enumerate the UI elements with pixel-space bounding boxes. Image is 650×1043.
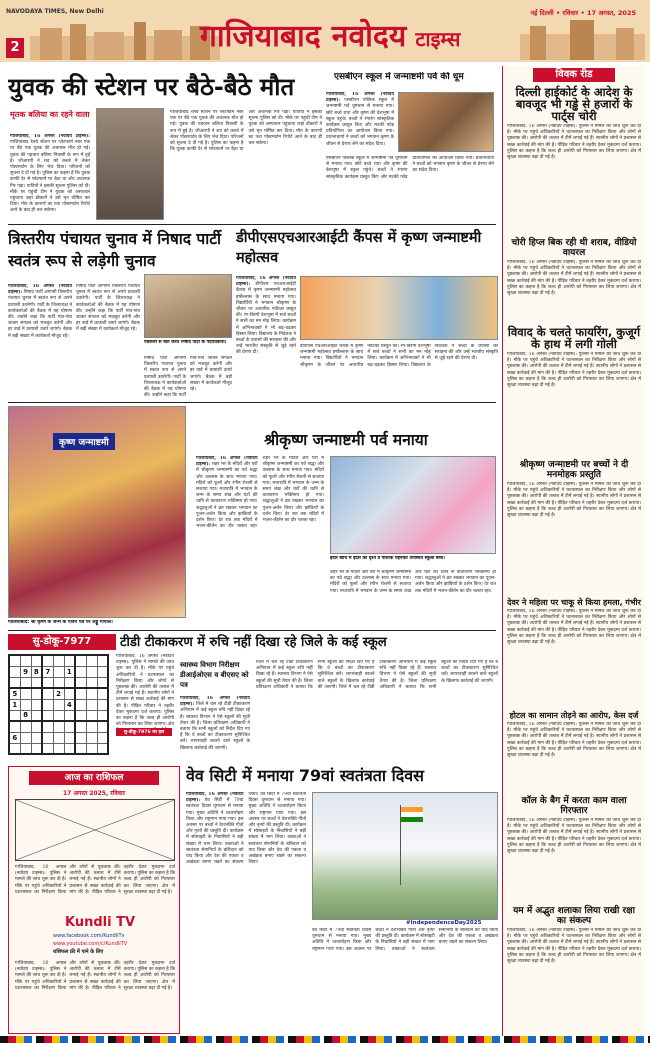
sudoku-cell [86, 655, 97, 666]
sudoku-cell [64, 721, 75, 732]
sidebar-story-2-body: गाजियाबाद, 16 अगस्त (नवोदय टाइम्स): पुलिस ने मामले की जांच शुरू कर दी है। मौके पर पहुंचे अधिकारियों ने घटनास्थल का निरीक्षण किया और लोगों से पूछताछ की। आरोपी की तलाश में टीमें लगाई गई हैं। स्थानीय लोगों ने प्रशासन से सख्त कार्रवाई की मांग की है। पीड़ित परिवार ने तहरीर देकर मुकदमा दर्ज कराया। पुलिस का कहना है कि जल्द ही आरोपी को गिरफ्तार कर लिया जाएगा। क्षेत्र में सुरक्षा व्यवस्था बढ़ा दी गई है। [507, 260, 641, 297]
rashifal-title: आज का राशिफल [29, 771, 159, 785]
divider [8, 224, 496, 225]
sudoku-cell [75, 710, 86, 721]
sudoku-cell [75, 677, 86, 688]
sudoku-cell [20, 677, 31, 688]
janmashtami-caption-left: गाजियाबाद: श्री कृष्ण के जन्म के पावन पर्व पर लड्डू गोपाल। [8, 620, 113, 625]
sudoku-cell [53, 721, 64, 732]
school-body-2 [326, 156, 494, 222]
sudoku-cell [64, 732, 75, 743]
kundli-facebook[interactable]: www.facebook.com/KundliTv [53, 933, 125, 939]
sudoku-title: सु-डोकू-7977 [8, 634, 116, 650]
sudoku-cell [31, 655, 42, 666]
sudoku-cell [64, 710, 75, 721]
sudoku-cell [86, 732, 97, 743]
panchayat-body [8, 284, 72, 396]
sudoku-cell [86, 710, 97, 721]
td-dateline: गाजियाबाद, 16 अगस्त (नवोदय टाइम्स): [180, 696, 250, 708]
janmashtami-photo-2 [330, 456, 496, 554]
janmashtami-headline: श्रीकृष्ण जन्माष्टमी पर्व मनाया [264, 431, 428, 449]
sudoku-cell [20, 732, 31, 743]
independence-dateline: गाजियाबाद, 16 अगस्त (नवोदय टाइम्स): [186, 792, 244, 804]
sudoku-cell [42, 688, 53, 699]
rashifal-date: 17 अगस्त 2025, रविवार [63, 790, 125, 797]
janmashtami-body-2 [330, 570, 496, 626]
sudoku-cell: 8 [31, 666, 42, 677]
td-body [180, 696, 250, 760]
sudoku-cell [9, 677, 20, 688]
sudoku-answer-badge: सु-डोकू-7976 का हल [116, 728, 172, 736]
janmashtami-body-text-2: शहर भर के मंदिरों और घरों में श्रीकृष्ण जन्माष्टमी का पर्व श्रद्धा और उल्लास के साथ मनाया गया। मंदिरों को फूलों और रंगीन रोशनी से सजाया गया। मध्यरात्रि में भगवान के जन्म के समय शंख और घंटों की ध्वनि से वातावरण भक्तिमय हो गया। श्रद्धालुओं ने व्रत रखकर भगवान का पूजन-अर्चन किया और झांकियों के दर्शन किए। देर रात तक मंदिरों में भजन-कीर्तन का दौर चलता रहा। [330, 570, 496, 594]
school-body-text: एसबीएन पब्लिक स्कूल में जन्माष्टमी पर्व धूमधाम से मनाया गया। छोटे बच्चे राधा और कृष्ण की वेशभूषा में स्कूल पहुंचे। बच्चों ने रंगारंग सांस्कृतिक कार्यक्रम प्रस्तुत किए और मटकी फोड़ प्रतियोगिता का आयोजन किया गया। प्रधानाचार्या ने बच्चों को भगवान कृष्ण के जीवन से प्रेरणा लेने का संदेश दिया। [326, 98, 394, 147]
sudoku-cell [42, 721, 53, 732]
td-body-text-3: जिले में चल रहे टीडी टीकाकरण अभियान में कई स्कूल रुचि नहीं दिखा रहे हैं। स्वास्थ्य विभाग ने ऐसे स्कूलों की सूची तैयार की है। जिला प्रतिरक्षण अधिकारी ने बताया कि सभी स्कूलों को निर्देश दिए गए हैं कि वे बच्चों का टीकाकरण सुनिश्चित करें। लापरवाही बरतने वाले स्कूलों के खिलाफ कार्रवाई की जाएगी। [338, 660, 498, 690]
independence-body [186, 792, 306, 1032]
school-dateline: गाजियाबाद, 16 अगस्त (नवोदय टाइम्स): [326, 92, 394, 104]
sidebar-story-7-head: कॉल के बैग में करता काम वाला गिरफ्तार [521, 796, 627, 816]
janmashtami-body-text: शहर भर के मंदिरों और घरों में श्रीकृष्ण जन्माष्टमी का पर्व श्रद्धा और उल्लास के साथ मनाया गया। मंदिरों को फूलों और रंगीन रोशनी से सजाया गया। मध्यरात्रि में भगवान के जन्म के समय शंख और घंटों की ध्वनि से वातावरण भक्तिमय हो गया। श्रद्धालुओं ने व्रत रखकर भगवान का पूजन-अर्चन किया और झांकियों के दर्शन किए। देर रात तक मंदिरों में भजन-कीर्तन का दौर चलता रहा। [196, 462, 258, 530]
sudoku-row [9, 666, 108, 677]
sudoku-cell: 5 [9, 688, 20, 699]
sudoku-cell: 1 [9, 699, 20, 710]
td-body-text: जिले में चल रहे टीडी टीकाकरण अभियान में कई स्कूल रुचि नहीं दिखा रहे हैं। स्वास्थ्य विभाग ने ऐसे स्कूलों की सूची तैयार की है। जिला प्रतिरक्षण अधिकारी ने बताया कि सभी स्कूलों को निर्देश दिए गए हैं कि वे बच्चों का टीकाकरण सुनिश्चित करें। लापरवाही बरतने वाले स्कूलों के खिलाफ कार्रवाई की जाएगी। [180, 702, 250, 751]
sudoku-cell [9, 743, 20, 754]
school-body-text-2: एसबीएन पब्लिक स्कूल में जन्माष्टमी पर्व धूमधाम से मनाया गया। छोटे बच्चे राधा और कृष्ण की वेशभूषा में स्कूल पहुंचे। बच्चों ने रंगारंग सांस्कृतिक कार्यक्रम प्रस्तुत किए और मटकी फोड़ प्रतियोगिता का आयोजन किया गया। प्रधानाचार्या ने बच्चों को भगवान कृष्ण के जीवन से प्रेरणा लेने का संदेश दिया। [326, 156, 494, 180]
masthead-title [200, 14, 460, 58]
sidebar-story-5-head: देवर ने महिला पर चाकू से किया हमला, गंभीर [507, 598, 641, 607]
sudoku-cell: 2 [53, 688, 64, 699]
lead-body-text-cont: गाजियाबाद रेलवे स्टेशन पर प्लेटफार्म नंबर एक पर बैठे एक युवक की अचानक मौत हो गई। युवक की पहचान बलिया निवासी के रूप में हुई है। जीआरपी ने शव को कब्जे में लेकर पोस्टमार्टम के लिए भेज दिया। परिजनों को सूचना दे दी गई है। पुलिस का कहना है कि युवक काफी देर से प्लेटफार्म पर बैठा था और अचानक गिर पड़ा। यात्रियों ने इसकी सूचना पुलिस को दी। मौके पर पहुंची टीम ने युवक को अस्पताल पहुंचाया जहां डॉक्टरों ने उसे मृत घोषित कर दिया। मौत के कारणों का पता पोस्टमार्टम रिपोर्ट आने के बाद ही चल सकेगा। [170, 110, 322, 153]
sidebar-story-8-head: यम में अद्भुत शलाका लिया राखी रक्षा का संकल्प [513, 906, 635, 926]
sudoku-row [9, 721, 108, 732]
janmashtami-dateline: गाजियाबाद, 16 अगस्त (नवोदय टाइम्स): [196, 456, 258, 468]
sudoku-cell [64, 655, 75, 666]
panchayat-body-3 [144, 356, 232, 400]
independence-body-text: वेव सिटी में 79वां स्वतंत्रता दिवस धूमधाम से मनाया गया। मुख्य अतिथि ने ध्वजारोहण किया और राष्ट्रगान गाया गया। इस अवसर पर बच्चों ने देशभक्ति गीतों और नृत्यों की प्रस्तुति दी। कार्यक्रम में सोसाइटी के निवासियों ने बड़ी संख्या में भाग लिया। वक्ताओं ने स्वतंत्रता सेनानियों के बलिदान को याद किया और देश की एकता व अखंडता बनाए रखने का संकल्प लिया। [186, 792, 259, 866]
td-subhead: स्वास्थ्य विभाग निरीक्षण डीआईओएस व बीएसए को पत्र [180, 661, 249, 689]
sudoku-cell [97, 655, 108, 666]
sudoku-cell [53, 655, 64, 666]
sidebar-story-6-body: गाजियाबाद, 16 अगस्त (नवोदय टाइम्स): पुलिस ने मामले की जांच शुरू कर दी है। मौके पर पहुंचे अधिकारियों ने घटनास्थल का निरीक्षण किया और लोगों से पूछताछ की। आरोपी की तलाश में टीमें लगाई गई हैं। स्थानीय लोगों ने प्रशासन से सख्त कार्रवाई की मांग की है। पीड़ित परिवार ने तहरीर देकर मुकदमा दर्ज कराया। पुलिस का कहना है कि जल्द ही आरोपी को गिरफ्तार कर लिया जाएगा। क्षेत्र में सुरक्षा व्यवस्था बढ़ा दी गई है। [507, 722, 641, 759]
sudoku-cell [97, 743, 108, 754]
sudoku-cell [75, 699, 86, 710]
panchayat-dateline: गाजियाबाद, 16 अगस्त (नवोदय टाइम्स): [8, 284, 72, 296]
sudoku-row [9, 732, 108, 743]
sudoku-cell: 9 [20, 666, 31, 677]
rashifal-box [8, 766, 180, 1034]
td-headline: टीडी टीकाकरण में रुचि नहीं दिखा रहे जिले के कई स्कूल [120, 635, 387, 650]
sudoku-cell [31, 677, 42, 688]
lead-subhead: मृतक बलिया का रहने वाला [10, 110, 90, 119]
sudoku-cell: 7 [42, 666, 53, 677]
sudoku-cell [75, 688, 86, 699]
sudoku-cell [97, 677, 108, 688]
sudoku-cell [53, 666, 64, 677]
panchayat-photo [144, 274, 232, 338]
sudoku-cell [53, 677, 64, 688]
sudoku-cell [31, 710, 42, 721]
sudoku-row [9, 710, 108, 721]
sudoku-grid [8, 654, 109, 755]
sudoku-cell [20, 655, 31, 666]
panchayat-caption: पत्रकारों से बात करते निषाद पार्टी के पदाधिकारी। [144, 340, 227, 345]
school-headline: एसबीएन स्कूल में जन्माष्टमी पर्व की धूम [334, 72, 464, 82]
divider [8, 630, 496, 631]
masthead-top-left: NAVODAYA TIMES, New Delhi [6, 8, 104, 15]
masthead-date: नई दिल्ली • रविवार • 17 अगस्त, 2025 [530, 9, 636, 17]
masthead [0, 0, 650, 62]
sudoku-cell [75, 655, 86, 666]
print-registration-strip [0, 1036, 650, 1043]
dps-photo [300, 276, 498, 340]
sudoku-cell [64, 743, 75, 754]
sudoku-cell [42, 732, 53, 743]
independence-body-text-2: वेव सिटी में 79वां स्वतंत्रता दिवस धूमधाम से मनाया गया। मुख्य अतिथि ने ध्वजारोहण किया और राष्ट्रगान गाया गया। इस अवसर पर बच्चों ने देशभक्ति गीतों और नृत्यों की प्रस्तुति दी। कार्यक्रम में सोसाइटी के निवासियों ने बड़ी संख्या में भाग लिया। वक्ताओं ने स्वतंत्रता सेनानियों के बलिदान को याद किया और देश की एकता व अखंडता बनाए रखने का संकल्प लिया। [312, 928, 498, 952]
sudoku-cell: 6 [9, 732, 20, 743]
flag-pole [400, 805, 401, 885]
td-body-text-2: जिले में चल रहे टीडी टीकाकरण अभियान में कई स्कूल रुचि नहीं दिखा रहे हैं। स्वास्थ्य विभाग ने ऐसे स्कूलों की सूची तैयार की है। जिला प्रतिरक्षण अधिकारी ने बताया कि सभी स्कूलों को निर्देश दिए गए हैं कि वे बच्चों का टीकाकरण सुनिश्चित करें। लापरवाही बरतने वाले स्कूलों के खिलाफ कार्रवाई की जाएगी। [256, 660, 375, 690]
sudoku-row [9, 699, 108, 710]
sudoku-cell [53, 699, 64, 710]
sidebar-story-1-head: दिल्ली हाईकोर्ट के आदेश के बावजूद भी गड्ढे से हजारों के पार्ट्स चोरी [515, 85, 633, 123]
sudoku-cell [97, 732, 108, 743]
dps-body [236, 276, 296, 400]
sidebar-story-4-head: श्रीकृष्ण जन्माष्टमी पर बच्चों ने दी मनमोहक प्रस्तुति [519, 460, 629, 480]
school-body [326, 92, 394, 152]
sudoku-row [9, 688, 108, 699]
sudoku-cell [20, 688, 31, 699]
janmashtami-body-text-b: शहर भर के मंदिरों और घरों में श्रीकृष्ण जन्माष्टमी का पर्व श्रद्धा और उल्लास के साथ मनाया गया। मंदिरों को फूलों और रंगीन रोशनी से सजाया गया। मध्यरात्रि में भगवान के जन्म के समय शंख और घंटों की ध्वनि से वातावरण भक्तिमय हो गया। श्रद्धालुओं ने व्रत रखकर भगवान का पूजन-अर्चन किया और झांकियों के दर्शन किए। देर रात तक मंदिरों में भजन-कीर्तन का दौर चलता रहा। [262, 456, 324, 524]
sudoku-cell [53, 743, 64, 754]
sudoku-cell [31, 732, 42, 743]
sudoku-cell [86, 743, 97, 754]
sudoku-cell [31, 699, 42, 710]
sudoku-cell [42, 710, 53, 721]
sudoku-cell [42, 699, 53, 710]
independence-body-text-b: वेव सिटी में 79वां स्वतंत्रता दिवस धूमधाम से मनाया गया। मुख्य अतिथि ने ध्वजारोहण किया और राष्ट्रगान गाया गया। इस अवसर पर बच्चों ने देशभक्ति गीतों और नृत्यों की प्रस्तुति दी। कार्यक्रम में सोसाइटी के निवासियों ने बड़ी संख्या में भाग लिया। वक्ताओं ने स्वतंत्रता सेनानियों के बलिदान को याद किया और देश की एकता व अखंडता बनाए रखने का संकल्प लिया। [248, 792, 306, 866]
masthead-times: टाइम्स [415, 27, 461, 51]
sudoku-row [9, 677, 108, 688]
page-number: 2 [6, 38, 24, 58]
sudoku-cell [86, 677, 97, 688]
sudoku-cell [97, 688, 108, 699]
sidebar-story-8-body: गाजियाबाद, 16 अगस्त (नवोदय टाइम्स): पुलिस ने मामले की जांच शुरू कर दी है। मौके पर पहुंचे अधिकारियों ने घटनास्थल का निरीक्षण किया और लोगों से पूछताछ की। आरोपी की तलाश में टीमें लगाई गई हैं। स्थानीय लोगों ने प्रशासन से सख्त कार्रवाई की मांग की है। पीड़ित परिवार ने तहरीर देकर मुकदमा दर्ज कराया। पुलिस का कहना है कि जल्द ही आरोपी को गिरफ्तार कर लिया जाएगा। क्षेत्र में सुरक्षा व्यवस्था बढ़ा दी गई है। [507, 928, 641, 965]
rashifal-chart [15, 799, 175, 861]
sidebar [502, 66, 645, 1036]
sudoku-cell [86, 688, 97, 699]
kundli-logo: Kundli TV [65, 915, 136, 930]
janmashtami-body [196, 456, 324, 626]
flag [401, 807, 423, 822]
sudoku-instructions [116, 654, 174, 730]
sudoku-cell [86, 666, 97, 677]
sidebar-story-3-head: विवाद के चलते फायरिंग, कुजूर्ग के हाथ में लगी गोली [507, 325, 641, 351]
sudoku-cell [75, 721, 86, 732]
sudoku-row [9, 655, 108, 666]
sidebar-story-6-head: होटल का सामान तोड़ने का आरोप, केस दर्ज [509, 711, 639, 720]
city-skyline-illustration [30, 20, 220, 60]
sidebar-story-7-body: गाजियाबाद, 16 अगस्त (नवोदय टाइम्स): पुलिस ने मामले की जांच शुरू कर दी है। मौके पर पहुंचे अधिकारियों ने घटनास्थल का निरीक्षण किया और लोगों से पूछताछ की। आरोपी की तलाश में टीमें लगाई गई हैं। स्थानीय लोगों ने प्रशासन से सख्त कार्रवाई की मांग की है। पीड़ित परिवार ने तहरीर देकर मुकदमा दर्ज कराया। पुलिस का कहना है कि जल्द ही आरोपी को गिरफ्तार कर लिया जाएगा। क्षेत्र में सुरक्षा व्यवस्था बढ़ा दी गई है। [507, 818, 641, 855]
sudoku-cell [42, 743, 53, 754]
sudoku-cell [9, 710, 20, 721]
dps-headline: डीपीएसएचआरआईटी कैंपस में कृष्ण जन्माष्टमी महोत्सव [236, 230, 482, 266]
sudoku-cell [42, 677, 53, 688]
independence-body-2 [312, 928, 498, 1034]
sidebar-story-4-body: गाजियाबाद, 16 अगस्त (नवोदय टाइम्स): पुलिस ने मामले की जांच शुरू कर दी है। मौके पर पहुंचे अधिकारियों ने घटनास्थल का निरीक्षण किया और लोगों से पूछताछ की। आरोपी की तलाश में टीमें लगाई गई हैं। स्थानीय लोगों ने प्रशासन से सख्त कार्रवाई की मांग की है। पीड़ित परिवार ने तहरीर देकर मुकदमा दर्ज कराया। पुलिस का कहना है कि जल्द ही आरोपी को गिरफ्तार कर लिया जाएगा। क्षेत्र में सुरक्षा व्यवस्था बढ़ा दी गई है। [507, 482, 641, 519]
sudoku-cell [42, 655, 53, 666]
sidebar-story-5-body: गाजियाबाद, 16 अगस्त (नवोदय टाइम्स): पुलिस ने मामले की जांच शुरू कर दी है। मौके पर पहुंचे अधिकारियों ने घटनास्थल का निरीक्षण किया और लोगों से पूछताछ की। आरोपी की तलाश में टीमें लगाई गई हैं। स्थानीय लोगों ने प्रशासन से सख्त कार्रवाई की मांग की है। पीड़ित परिवार ने तहरीर देकर मुकदमा दर्ज कराया। पुलिस का कहना है कि जल्द ही आरोपी को गिरफ्तार कर लिया जाएगा। क्षेत्र में सुरक्षा व्यवस्था बढ़ा दी गई है। [507, 609, 641, 646]
dps-dateline: गाजियाबाद, 16 अगस्त (नवोदय टाइम्स): [236, 276, 296, 288]
sudoku-cell: 1 [64, 666, 75, 677]
sudoku-instructions-text: गाजियाबाद, 16 अगस्त (नवोदय टाइम्स): पुलिस ने मामले की जांच शुरू कर दी है। मौके पर पहुंचे अधिकारियों ने घटनास्थल का निरीक्षण किया और लोगों से पूछताछ की। आरोपी की तलाश में टीमें लगाई गई हैं। स्थानीय लोगों ने प्रशासन से सख्त कार्रवाई की मांग की है। पीड़ित परिवार ने तहरीर देकर मुकदमा दर्ज कराया। पुलिस का कहना है कि जल्द ही आरोपी को गिरफ्तार कर लिया जाएगा। क्षेत्र [116, 654, 174, 728]
rashifal-body-text-2: गाजियाबाद, 16 अगस्त (नवोदय टाइम्स): पुलिस ने मामले की जांच शुरू कर दी है। मौके पर पहुंचे अधिकारियों ने घटनास्थल का निरीक्षण किया और लोगों से पूछताछ की। आरोपी की तलाश में टीमें लगाई गई हैं। स्थानीय लोगों ने प्रशासन से सख्त कार्रवाई की मांग की है। पीड़ित परिवार ने तहरीर देकर मुकदमा दर्ज कराया। पुलिस का कहना है कि जल्द ही आरोपी को गिरफ्तार कर लिया जाएगा। क्षेत्र में सुरक्षा व्यवस्था बढ़ा दी गई है। [15, 961, 175, 991]
sudoku-cell [97, 710, 108, 721]
rashifal-body-text: गाजियाबाद, 16 अगस्त (नवोदय टाइम्स): पुलिस ने मामले की जांच शुरू कर दी है। मौके पर पहुंचे अधिकारियों ने घटनास्थल का निरीक्षण किया और लोगों से पूछताछ की। आरोपी की तलाश में टीमें लगाई गई हैं। स्थानीय लोगों ने प्रशासन से सख्त कार्रवाई की मांग की है। पीड़ित परिवार ने तहरीर देकर मुकदमा दर्ज कराया। पुलिस का कहना है कि जल्द ही आरोपी को गिरफ्तार कर लिया जाएगा। क्षेत्र में सुरक्षा व्यवस्था बढ़ा दी गई है। [15, 865, 175, 895]
sudoku-cell [53, 710, 64, 721]
rashifal-body-2 [15, 961, 175, 1031]
sudoku-cell [31, 743, 42, 754]
lead-dateline: गाजियाबाद, 16 अगस्त (नवोदय टाइम्स): [10, 134, 90, 139]
sudoku-cell [86, 699, 97, 710]
sidebar-story-3-body: गाजियाबाद, 16 अगस्त (नवोदय टाइम्स): पुलिस ने मामले की जांच शुरू कर दी है। मौके पर पहुंचे अधिकारियों ने घटनास्थल का निरीक्षण किया और लोगों से पूछताछ की। आरोपी की तलाश में टीमें लगाई गई हैं। स्थानीय लोगों ने प्रशासन से सख्त कार्रवाई की मांग की है। पीड़ित परिवार ने तहरीर देकर मुकदमा दर्ज कराया। पुलिस का कहना है कि जल्द ही आरोपी को गिरफ्तार कर लिया जाएगा। क्षेत्र में सुरक्षा व्यवस्था बढ़ा दी गई है। [507, 352, 641, 389]
dps-body-2 [300, 344, 498, 400]
sudoku-cell [53, 732, 64, 743]
janmashtami-photo [8, 406, 186, 618]
sidebar-story-1-body: गाजियाबाद, 16 अगस्त (नवोदय टाइम्स): पुलिस ने मामले की जांच शुरू कर दी है। मौके पर पहुंचे अधिकारियों ने घटनास्थल का निरीक्षण किया और लोगों से पूछताछ की। आरोपी की तलाश में टीमें लगाई गई हैं। स्थानीय लोगों ने प्रशासन से सख्त कार्रवाई की मांग की है। पीड़ित परिवार ने तहरीर देकर मुकदमा दर्ज कराया। पुलिस का कहना है कि जल्द ही आरोपी को गिरफ्तार कर लिया जाएगा। क्षेत्र में सुरक्षा व्यवस्था बढ़ा दी गई है। [507, 124, 641, 161]
panchayat-body-2 [76, 284, 140, 396]
panchayat-headline: त्रिस्तरीय पंचायत चुनाव में निषाद पार्टी स्वतंत्र रूप से लड़ेगी चुनाव [8, 230, 222, 270]
kundli-youtube[interactable]: www.youtube.com/c/KundliTV [53, 941, 128, 947]
independence-hashtag: #IndependenceDay2025 [406, 920, 482, 926]
sudoku-cell: 8 [20, 710, 31, 721]
sidebar-story-2-head: चोरी हिप्ल बिक रही थी शराब, वीडियो वायरल [511, 238, 637, 258]
fort-illustration [520, 20, 645, 60]
masthead-brand: नवोदय [331, 19, 407, 54]
dps-body-text: डीपीएस एचआरआईटी कैंपस में कृष्ण जन्माष्टमी महोत्सव हर्षोल्लास के साथ मनाया गया। विद्यार्थियों ने भगवान श्रीकृष्ण के जीवन पर आधारित नाटिका प्रस्तुत की। रंग-बिरंगी वेशभूषा में सजे बच्चों ने सभी का मन मोह लिया। कार्यक्रम में अभिभावकों ने भी बढ़-चढ़कर हिस्सा लिया। विद्यालय के निदेशक ने बच्चों के प्रयासों की सराहना की और उन्हें भारतीय संस्कृति से जुड़े रहने की प्रेरणा दी। [236, 282, 296, 356]
panchayat-body-text-3: निषाद पार्टी आगामी त्रिस्तरीय पंचायत चुनाव में स्वतंत्र रूप से अपने प्रत्याशी उतारेगी। पार्टी के जिलाध्यक्ष ने कार्यकर्ताओं की बैठक में यह घोषणा की। उन्होंने कहा कि पार्टी गांव-गांव जाकर संगठन को मजबूत करेगी और हर वार्ड में प्रत्याशी उतारे जाएंगे। बैठक में बड़ी संख्या में कार्यकर्ता मौजूद रहे। [144, 356, 232, 399]
sudoku-cell [9, 721, 20, 732]
lead-headline: युवक की स्टेशन पर बैठे-बैठे मौत [8, 73, 295, 101]
sudoku-cell [75, 743, 86, 754]
independence-photo [312, 792, 498, 920]
sudoku-cell [20, 721, 31, 732]
rashifal-body [15, 865, 175, 909]
panchayat-body-text-2: निषाद पार्टी आगामी त्रिस्तरीय पंचायत चुनाव में स्वतंत्र रूप से अपने प्रत्याशी उतारेगी। पार्टी के जिलाध्यक्ष ने कार्यकर्ताओं की बैठक में यह घोषणा की। उन्होंने कहा कि पार्टी गांव-गांव जाकर संगठन को मजबूत करेगी और हर वार्ड में प्रत्याशी उतारे जाएंगे। बैठक में बड़ी संख्या में कार्यकर्ता मौजूद रहे। [76, 284, 140, 333]
sudoku-cell [31, 721, 42, 732]
sudoku-cell [64, 688, 75, 699]
school-photo [398, 92, 494, 152]
sudoku-cell [20, 743, 31, 754]
lead-body-text: गाजियाबाद रेलवे स्टेशन पर प्लेटफार्म नंबर एक पर बैठे एक युवक की अचानक मौत हो गई। युवक की पहचान बलिया निवासी के रूप में हुई है। जीआरपी ने शव को कब्जे में लेकर पोस्टमार्टम के लिए भेज दिया। परिजनों को सूचना दे दी गई है। पुलिस का कहना है कि युवक काफी देर से प्लेटफार्म पर बैठा था और अचानक गिर पड़ा। यात्रियों ने इसकी सूचना पुलिस को दी। मौके पर पहुंची टीम ने युवक को अस्पताल पहुंचाया जहां डॉक्टरों ने उसे मृत घोषित कर दिया। मौत के कारणों का पता पोस्टमार्टम रिपोर्ट आने के बाद ही चल सकेगा। [10, 140, 90, 214]
lead-photo [96, 108, 164, 220]
lead-body [10, 134, 90, 226]
sudoku-row [9, 743, 108, 754]
sudoku-cell [20, 699, 31, 710]
sudoku-cell [9, 666, 20, 677]
sudoku-cell [75, 732, 86, 743]
sudoku-cell [97, 666, 108, 677]
panchayat-body-text: निषाद पार्टी आगामी त्रिस्तरीय पंचायत चुनाव में स्वतंत्र रूप से अपने प्रत्याशी उतारेगी। पार्टी के जिलाध्यक्ष ने कार्यकर्ताओं की बैठक में यह घोषणा की। उन्होंने कहा कि पार्टी गांव-गांव जाकर संगठन को मजबूत करेगी और हर वार्ड में प्रत्याशी उतारे जाएंगे। बैठक में बड़ी संख्या में कार्यकर्ता मौजूद रहे। [8, 290, 72, 339]
sudoku-cell [31, 688, 42, 699]
sudoku-cell [9, 655, 20, 666]
sudoku-cell [97, 699, 108, 710]
sudoku-cell [97, 721, 108, 732]
janmashtami-caption-right: इंदौर बोधि में इंदौर का दृश्य व पोशाक पहनकर उपस्थित स्कूली बच्चे। [330, 556, 445, 561]
independence-headline: वेव सिटी में मनाया 79वां स्वतंत्रता दिवस [186, 766, 424, 785]
lead-body-columns [170, 110, 322, 222]
divider [8, 402, 496, 403]
kundli-whatsapp: राशिफल फ्री में पाने के लिए [53, 949, 104, 955]
td-body-2 [256, 660, 498, 760]
masthead-city: गाजियाबाद [200, 19, 321, 54]
janmashtami-photo-banner: कृष्ण जन्माष्टमी [53, 433, 115, 450]
sudoku-cell [75, 666, 86, 677]
sudoku-cell [64, 677, 75, 688]
sudoku-cell [86, 721, 97, 732]
sudoku-cell: 4 [64, 699, 75, 710]
dps-body-text-2: डीपीएस एचआरआईटी कैंपस में कृष्ण जन्माष्टमी महोत्सव हर्षोल्लास के साथ मनाया गया। विद्यार्थियों ने भगवान श्रीकृष्ण के जीवन पर आधारित नाटिका प्रस्तुत की। रंग-बिरंगी वेशभूषा में सजे बच्चों ने सभी का मन मोह लिया। कार्यक्रम में अभिभावकों ने भी बढ़-चढ़कर हिस्सा लिया। विद्यालय के निदेशक ने बच्चों के प्रयासों की सराहना की और उन्हें भारतीय संस्कृति से जुड़े रहने की प्रेरणा दी। [300, 344, 498, 368]
sidebar-title: विवक रीड [533, 68, 615, 82]
